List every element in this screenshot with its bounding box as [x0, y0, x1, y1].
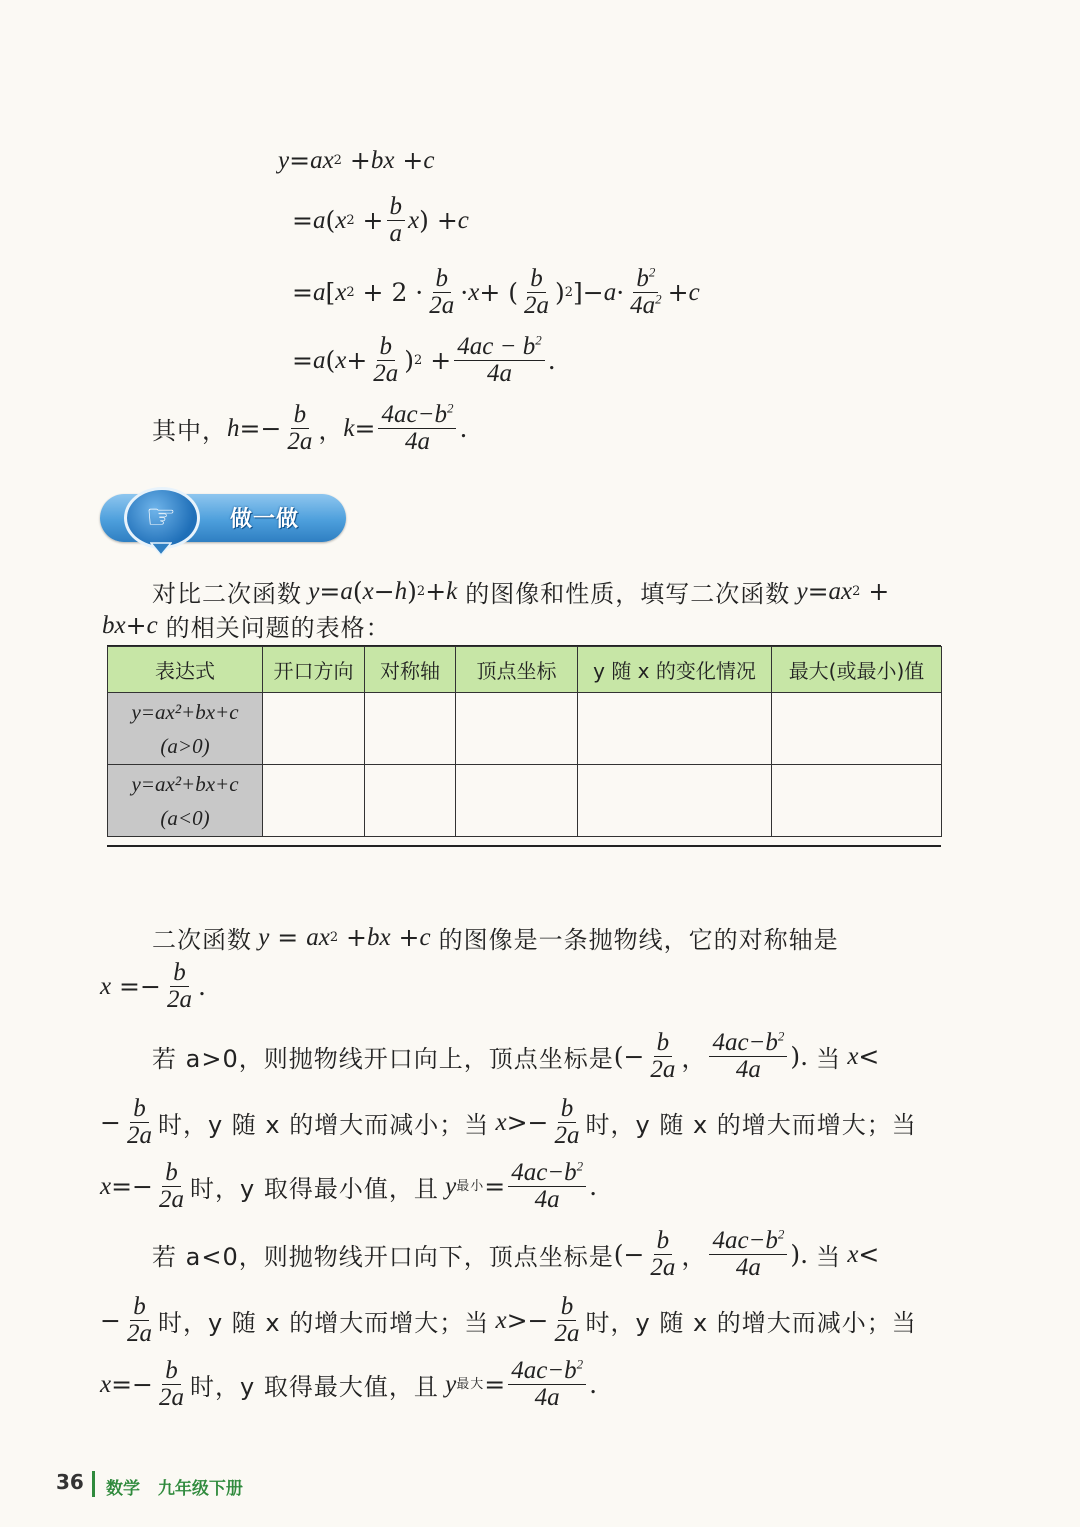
- cell-extreme-input[interactable]: [772, 765, 942, 837]
- para2-text-b: 当: [816, 1045, 842, 1074]
- para1-text-b: 的图像是一条抛物线，它的对称轴是: [438, 926, 839, 954]
- activity-intro-line-1: 对比二次函数 y = a ( x − h ) 2 + k 的图像和性质，填写二次函数 y = ax 2 +: [152, 574, 889, 609]
- header-opening: 开口方向: [263, 647, 365, 693]
- book-title: 数学 九年级下册: [106, 1479, 243, 1499]
- derivation-line-1: y = ax 2 + bx + c: [278, 146, 435, 175]
- activity-intro-line-2: bx + c 的相关问题的表格：: [102, 608, 391, 643]
- header-vertex: 顶点坐标: [456, 647, 578, 693]
- table-bottom-rule: [107, 845, 941, 847]
- table-row: [108, 765, 942, 837]
- cell-opening-input[interactable]: [263, 693, 365, 765]
- para2-line-2: − $\frac{b}{2a}$ 时，y 随 x 的增大而减小；当 x >− $\frac{b}{2a}$ 时，y 随 x 的增大而增大；当: [100, 1095, 917, 1150]
- para1-text-a: 二次函数: [152, 926, 252, 954]
- cell-variation-input[interactable]: [578, 765, 772, 837]
- cell-vertex-input[interactable]: [456, 765, 578, 837]
- page-number: 36: [56, 1470, 84, 1494]
- header-expression: 表达式: [108, 647, 263, 693]
- derivation-line-2: = a ( x 2 + $\frac{b}{a}$ x ) + c: [292, 193, 469, 248]
- row-expr: y=ax²+bx+c: [131, 699, 239, 724]
- para2-text-c: 时，y 随 x 的增大而减小；当: [157, 1111, 490, 1140]
- para3-line-1: 若 a<0，则抛物线开口向下，顶点坐标是 (− $\frac{b}{2a}$ ， $\frac{4ac-b^2}{4a}$ ). 当 x <: [152, 1226, 880, 1282]
- cell-variation-input[interactable]: [578, 693, 772, 765]
- cell-vertex-input[interactable]: [456, 693, 578, 765]
- derivation-line-4: = a ( x + $\frac{b}{2a}$ ) 2 + $\frac{4ac - b^2}{4a}$ .: [292, 332, 556, 388]
- row-expression-a-positive: [108, 693, 263, 765]
- where-label: 其中，: [152, 417, 227, 446]
- derivation-line-3: = a [ x 2 + 2 · $\frac{b}{2a}$ · x + ( $\frac{b}{2a}$ ) 2 ]− a · $\frac{b^2}{4a^2}$ + c: [292, 264, 700, 320]
- para3-text-e: 时，y 取得最大值，且: [190, 1373, 439, 1402]
- cell-extreme-input[interactable]: [772, 693, 942, 765]
- para3-text-d: 时，y 随 x 的增大而减小；当: [585, 1309, 917, 1338]
- row-expr: y=ax²+bx+c: [131, 771, 239, 796]
- para2-line-3: x =− $\frac{b}{2a}$ 时，y 取得最小值，且 y 最小 = $\frac{4ac-b^2}{4a}$ .: [100, 1158, 598, 1214]
- para3-text-c: 时，y 随 x 的增大而增大；当: [157, 1309, 490, 1338]
- para2-text-a: 若 a>0，则抛物线开口向上，顶点坐标是: [152, 1045, 614, 1074]
- para3-text-a: 若 a<0，则抛物线开口向下，顶点坐标是: [152, 1243, 614, 1272]
- para3-line-2: − $\frac{b}{2a}$ 时，y 随 x 的增大而增大；当 x >− $\frac{b}{2a}$ 时，y 随 x 的增大而减小；当: [100, 1293, 917, 1348]
- cell-opening-input[interactable]: [263, 765, 365, 837]
- hk-definition: 其中， h =− $\frac{b}{2a}$ ， k = $\frac{4ac-b^2}{4a}$ .: [152, 400, 468, 456]
- cell-axis-input[interactable]: [365, 765, 456, 837]
- intro-text-a: 对比二次函数: [152, 580, 302, 608]
- para2-text-e: 时，y 取得最小值，且: [190, 1175, 439, 1204]
- intro-text-b: 的图像和性质，填写二次函数: [465, 580, 791, 608]
- table-row: [108, 693, 942, 765]
- row-cond: (a<0): [160, 805, 210, 830]
- table-header-row: [108, 647, 942, 693]
- header-extreme: 最大(或最小)值: [772, 647, 942, 693]
- chevron-down-icon: [150, 542, 172, 556]
- cell-axis-input[interactable]: [365, 693, 456, 765]
- para1-line-1: 二次函数 y = ax 2 + bx + c 的图像是一条抛物线，它的对称轴是: [152, 920, 839, 955]
- para3-text-b: 当: [816, 1243, 842, 1272]
- para1-line-2: x =− $\frac{b}{2a}$ .: [100, 959, 206, 1014]
- para3-line-3: x =− $\frac{b}{2a}$ 时，y 取得最大值，且 y 最大 = $\frac{4ac-b^2}{4a}$ .: [100, 1356, 598, 1412]
- pointing-hand-icon: ☞: [145, 497, 177, 537]
- para2-line-1: 若 a>0，则抛物线开口向上，顶点坐标是 (− $\frac{b}{2a}$ ， $\frac{4ac-b^2}{4a}$ ). 当 x <: [152, 1028, 880, 1084]
- row-expression-a-negative: [108, 765, 263, 837]
- header-axis: 对称轴: [365, 647, 456, 693]
- activity-title: 做一做: [230, 507, 300, 532]
- row-cond: (a>0): [160, 733, 210, 758]
- properties-table: [107, 646, 942, 837]
- para2-text-d: 时，y 随 x 的增大而增大；当: [585, 1111, 917, 1140]
- header-variation: y 随 x 的变化情况: [578, 647, 772, 693]
- footer-divider: [92, 1471, 95, 1497]
- intro-text-c: 的相关问题的表格：: [165, 614, 391, 642]
